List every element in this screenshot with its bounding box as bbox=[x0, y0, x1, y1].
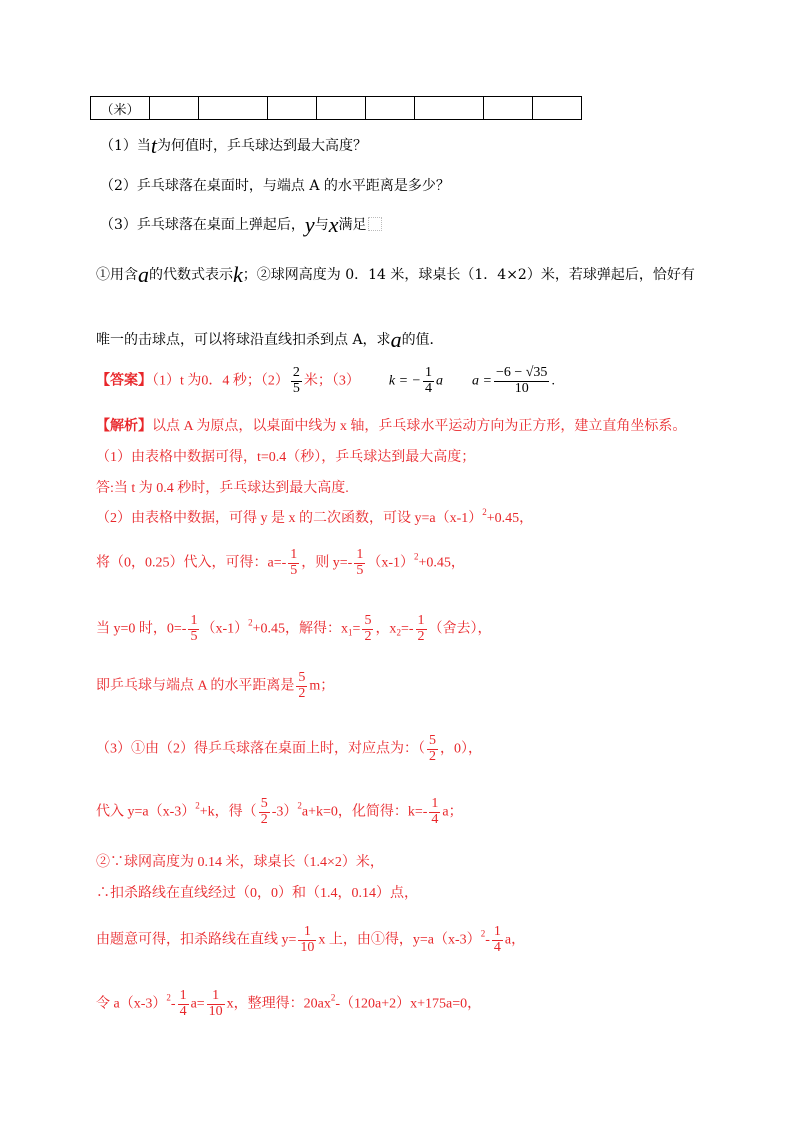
fraction: $\frac{1}{4}$ bbox=[425, 365, 432, 396]
analysis-line: ②∵球网高度为 0.14 米，球桌长（1.4×2）米， bbox=[96, 855, 384, 870]
analysis-line: 当 y=0 时，0=- $\frac{1}{5}$ $(x-1)^2+0.45$，解得：$x_1=$ $\frac{5}{2}$ ，$x_2=-$ $\frac{1}{2}$ （舍去）， bbox=[96, 613, 492, 644]
table-cell bbox=[366, 97, 415, 120]
question-3-part-2: 唯一的击球点，可以将球沿直线扣杀到点 A，求a的值． bbox=[96, 327, 444, 352]
fraction: $\frac{1}{4}$ bbox=[179, 988, 187, 1019]
data-table bbox=[90, 96, 582, 120]
var-t: t bbox=[150, 133, 158, 158]
analysis-line: 代入 $y=a(x-3)^2+k$，得（ $\frac{5}{2}$ -3）$^2$a+k=0，化简得：k=- $\frac{1}{4}$ a； bbox=[96, 796, 463, 827]
question-2: （2）乒乓球落在桌面时，与端点 A 的水平距离是多少？ bbox=[100, 178, 450, 194]
table-cell bbox=[150, 97, 199, 120]
analysis-tag: 【解析】 bbox=[96, 419, 152, 434]
table-cell bbox=[199, 97, 268, 120]
answer-line: 【答案】（1）t 为0．4 秒；（2） $\frac{2}{5}$ 米；（3） k = − $\frac{1}{4}$ a a = $\frac{-6 - √35}{10}$ . bbox=[96, 365, 555, 396]
analysis-line: 令 $a(x-3)^2-$ $\frac{1}{4}$ a= $\frac{1}{10}$ x，整理得：$20ax^2-(120a+2)x+175a=0$， bbox=[96, 988, 482, 1019]
table-cell bbox=[415, 97, 484, 120]
analysis-line: （2）由表格中数据，可得 y 是 x 的二次函数，可设 $y=a(x-1)^2+0.45$， bbox=[96, 507, 534, 526]
analysis-intro: 【解析】以点 A 为原点，以桌面中线为 x 轴，乒乓球水平运动方向为正方形，建立直角坐标系。 bbox=[96, 419, 687, 434]
analysis-line: （3）①由（2）得乒乓球落在桌面上时，对应点为：（ $\frac{5}{2}$ ，0）， bbox=[96, 733, 482, 764]
question-1: （1）当t为何值时，乒乓球达到最大高度？ bbox=[100, 133, 368, 158]
analysis-line: 由题意可得，扣杀路线在直线 y= $\frac{1}{10}$ x 上，由①得，$y=a(x-3)^2-$ $\frac{1}{4}$ a， bbox=[96, 924, 526, 955]
analysis-line: 答:当 t 为 0.4 秒时，乒乓球达到最大高度. bbox=[96, 481, 349, 496]
fraction: $\frac{1}{5}$ bbox=[356, 547, 364, 578]
analysis-line: 将（0，0.25）代入，可得：a=- $\frac{1}{5}$ ，则 y=- $\frac{1}{5}$ $(x-1)^2+0.45$， bbox=[96, 547, 465, 578]
fraction: $\frac{2}{5}$ bbox=[292, 365, 300, 396]
fraction: $\frac{1}{5}$ bbox=[290, 547, 298, 578]
fraction: $\frac{1}{5}$ bbox=[190, 613, 198, 644]
broken-image-icon bbox=[368, 217, 382, 231]
analysis-line: 即乒乓球与端点 A 的水平距离是 $\frac{5}{2}$ m； bbox=[96, 670, 335, 701]
fraction: $\frac{1}{10}$ bbox=[208, 988, 223, 1019]
table-cell bbox=[533, 97, 582, 120]
fraction: $\frac{1}{2}$ bbox=[417, 613, 425, 644]
fraction: $\frac{5}{2}$ bbox=[364, 613, 372, 644]
fraction: $\frac{5}{2}$ bbox=[429, 733, 436, 764]
fraction: $\frac{1}{4}$ bbox=[431, 796, 439, 827]
table-cell bbox=[484, 97, 533, 120]
analysis-line: ∴扣杀路线在直线经过（0，0）和（1.4，0.14）点， bbox=[96, 886, 418, 901]
question-3-part-1: ①用含a的代数式表示k；②球网高度为 0．14 米，球桌长（1．4×2）米，若球弹起后，恰好有 bbox=[96, 262, 695, 287]
analysis-line: （1）由表格中数据可得，t=0.4（秒），乒乓球达到最大高度； bbox=[96, 450, 476, 465]
table-row bbox=[91, 97, 582, 120]
fraction: $\frac{-6 - √35}{10}$ bbox=[495, 365, 548, 396]
answer-tag: 【答案】 bbox=[96, 373, 152, 389]
table-cell bbox=[268, 97, 317, 120]
fraction: $\frac{1}{4}$ bbox=[493, 924, 501, 955]
fraction: $\frac{1}{10}$ bbox=[300, 924, 315, 955]
question-3: （3）乒乓球落在桌面上弹起后，y与x满足 bbox=[100, 212, 382, 238]
fraction: $\frac{5}{2}$ bbox=[298, 670, 306, 701]
fraction: $\frac{5}{2}$ bbox=[260, 796, 268, 827]
table-cell bbox=[317, 97, 366, 120]
table-unit-cell: （米） bbox=[91, 97, 150, 120]
